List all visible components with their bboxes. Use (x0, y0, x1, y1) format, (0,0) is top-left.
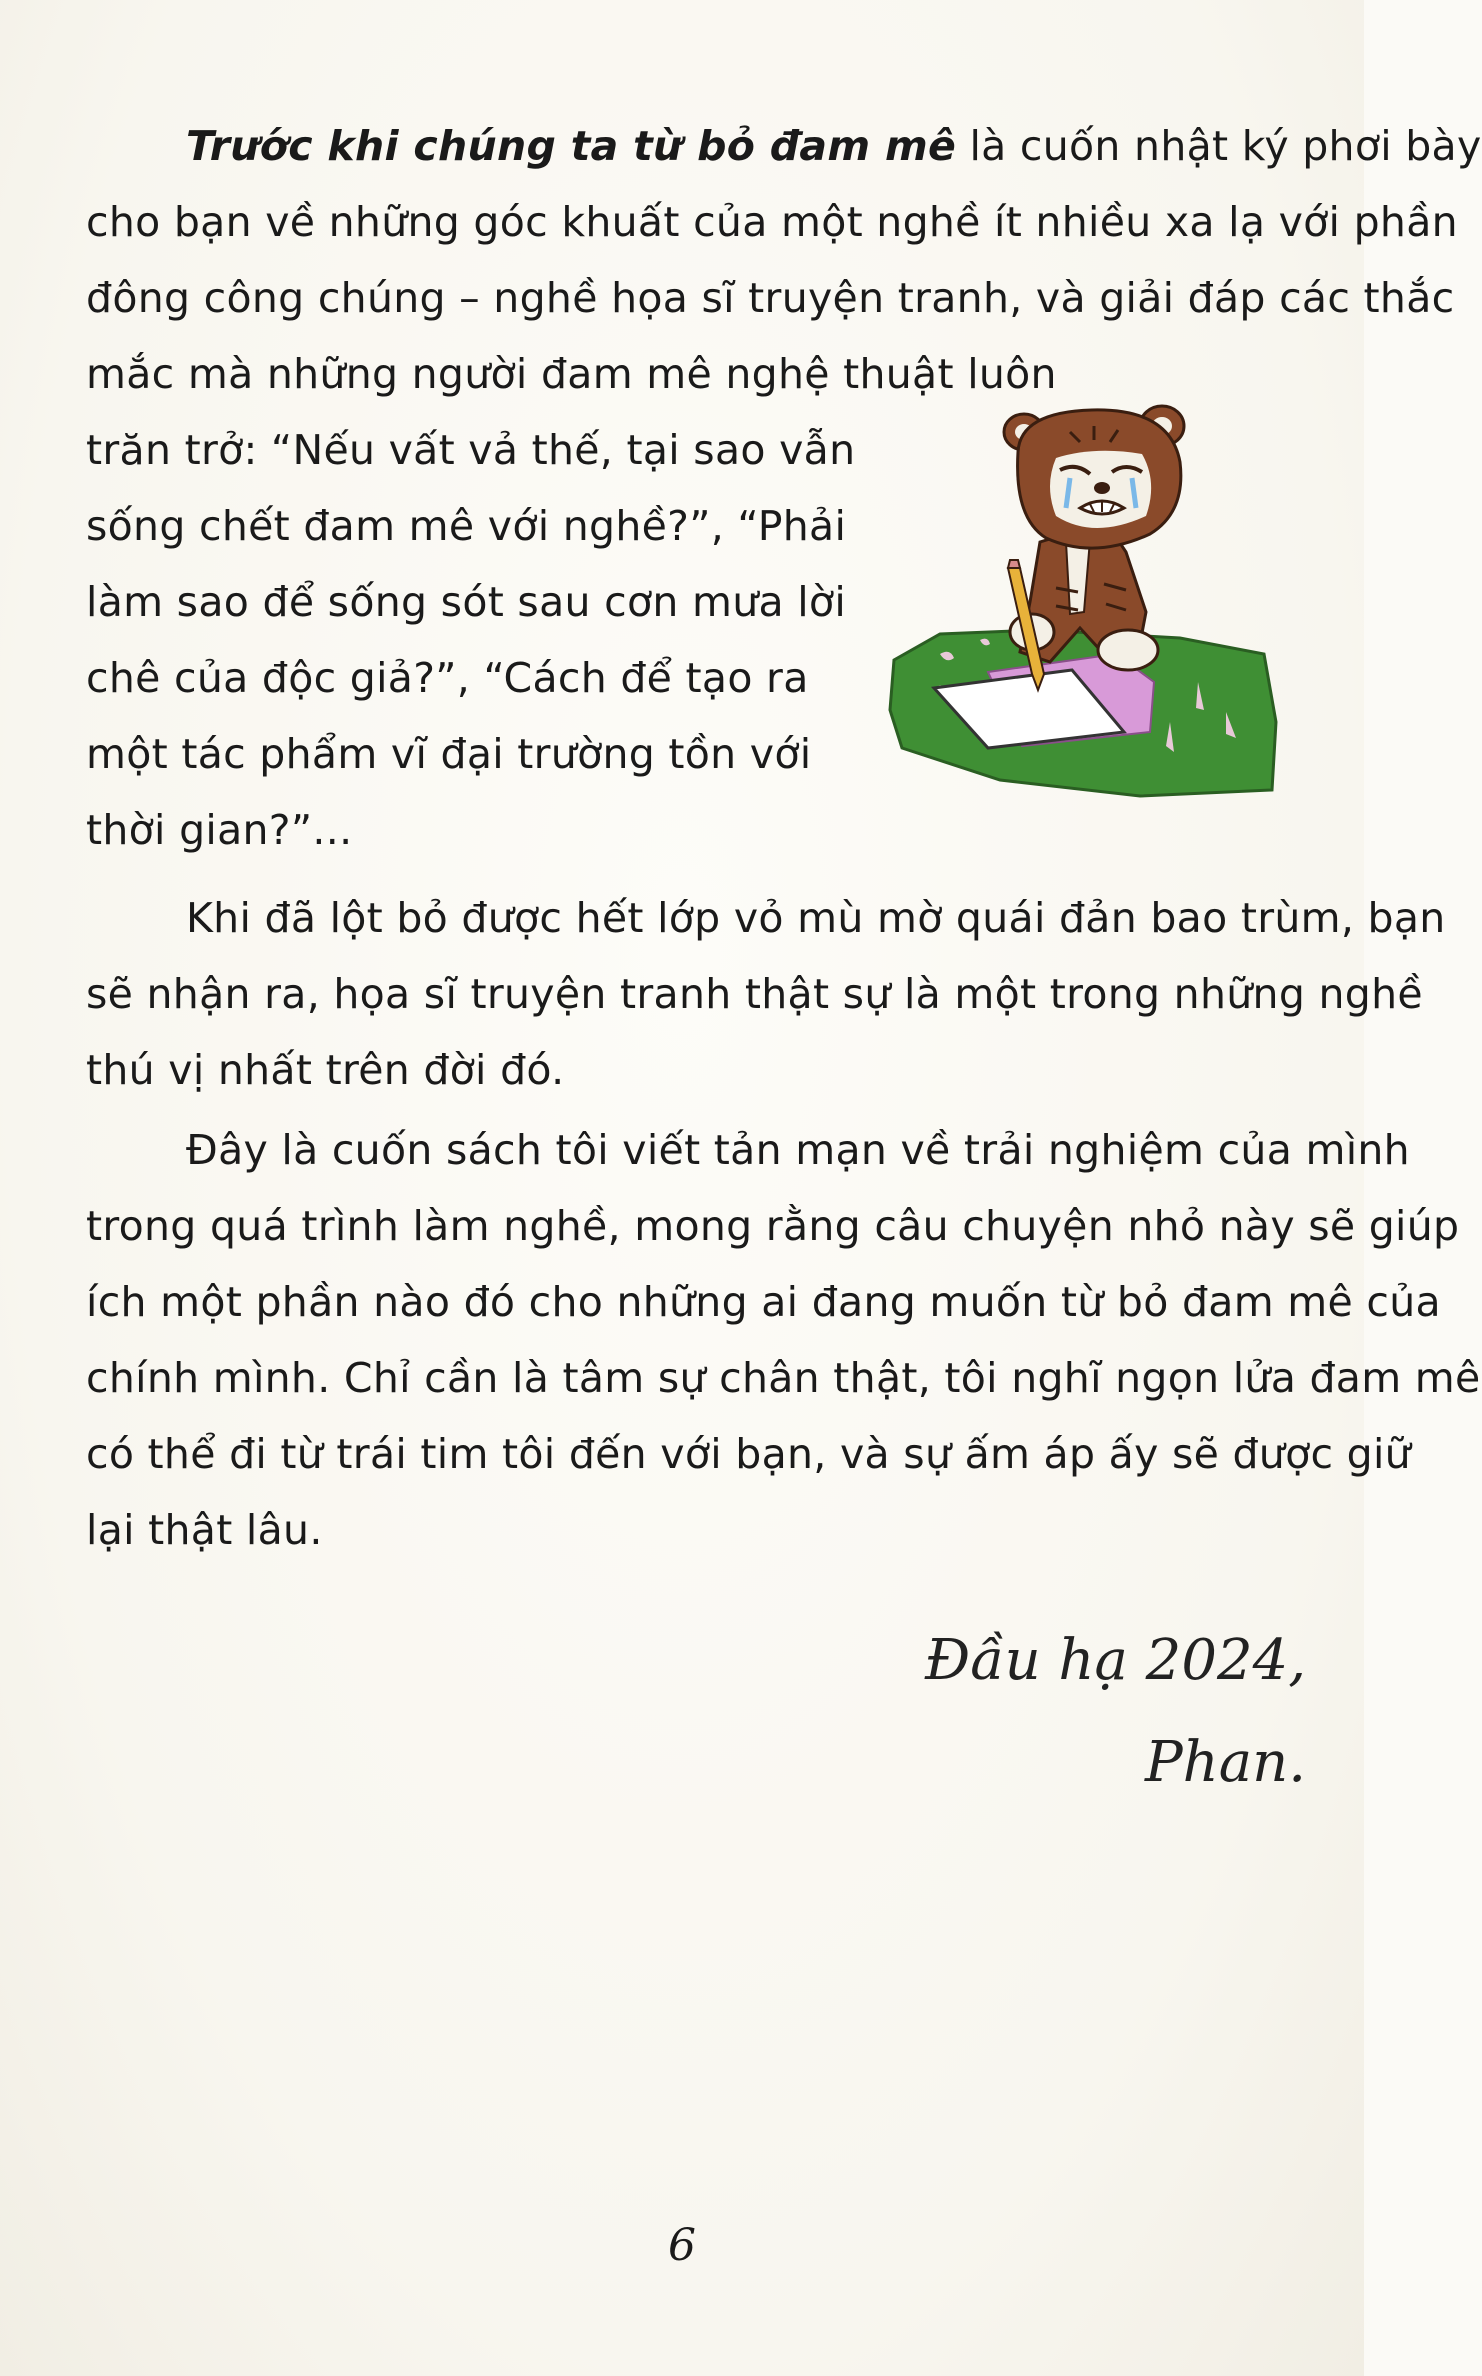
book-title: Trước khi chúng ta từ bỏ đam mê (186, 122, 957, 170)
paragraph-1-line-4: mắc mà những người đam mê nghệ thuật luôn (86, 350, 1057, 398)
paragraph-1-line-8: chê của độc giả?”, “Cách để tạo ra (86, 654, 809, 702)
paragraph-3-line-3: ích một phần nào đó cho những ai đang muốn từ bỏ đam mê của (86, 1278, 1441, 1326)
paragraph-2-line-1: Khi đã lột bỏ được hết lớp vỏ mù mờ quái đản bao trùm, bạn (186, 894, 1446, 942)
paragraph-1-line-2: cho bạn về những góc khuất của một nghề ít nhiều xa lạ với phần (86, 198, 1458, 246)
signature-name: Phan. (1145, 1730, 1306, 1795)
paragraph-3-line-5: có thể đi từ trái tim tôi đến với bạn, và sự ấm áp ấy sẽ được giữ (86, 1430, 1411, 1478)
paragraph-3-line-6: lại thật lâu. (86, 1506, 323, 1554)
paragraph-2-line-2: sẽ nhận ra, họa sĩ truyện tranh thật sự là một trong những nghề (86, 970, 1423, 1018)
paragraph-1-line-6: sống chết đam mê với nghề?”, “Phải (86, 502, 847, 550)
paragraph-3-line-1: Đây là cuốn sách tôi viết tản mạn về trải nghiệm của mình (186, 1126, 1410, 1174)
paragraph-1-line-9: một tác phẩm vĩ đại trường tồn với (86, 730, 812, 778)
paragraph-3-line-2: trong quá trình làm nghề, mong rằng câu chuyện nhỏ này sẽ giúp (86, 1202, 1460, 1250)
paragraph-1-line-1-text: là cuốn nhật ký phơi bày (956, 122, 1482, 170)
paragraph-3-line-4: chính mình. Chỉ cần là tâm sự chân thật, tôi nghĩ ngọn lửa đam mê (86, 1354, 1481, 1402)
signature-date: Đầu hạ 2024, (925, 1628, 1306, 1693)
bear-drawing-illustration (880, 392, 1280, 812)
paragraph-1-line-10: thời gian?”... (86, 806, 353, 854)
paragraph-1-line-7: làm sao để sống sót sau cơn mưa lời (86, 578, 847, 626)
paragraph-1-line-1 (186, 108, 1482, 184)
paragraph-2-line-3: thú vị nhất trên đời đó. (86, 1046, 565, 1094)
paragraph-1-line-3: đông công chúng – nghề họa sĩ truyện tranh, và giải đáp các thắc (86, 274, 1455, 322)
page-number: 6 (668, 2220, 696, 2271)
paragraph-1-line-5: trăn trở: “Nếu vất vả thế, tại sao vẫn (86, 426, 856, 474)
